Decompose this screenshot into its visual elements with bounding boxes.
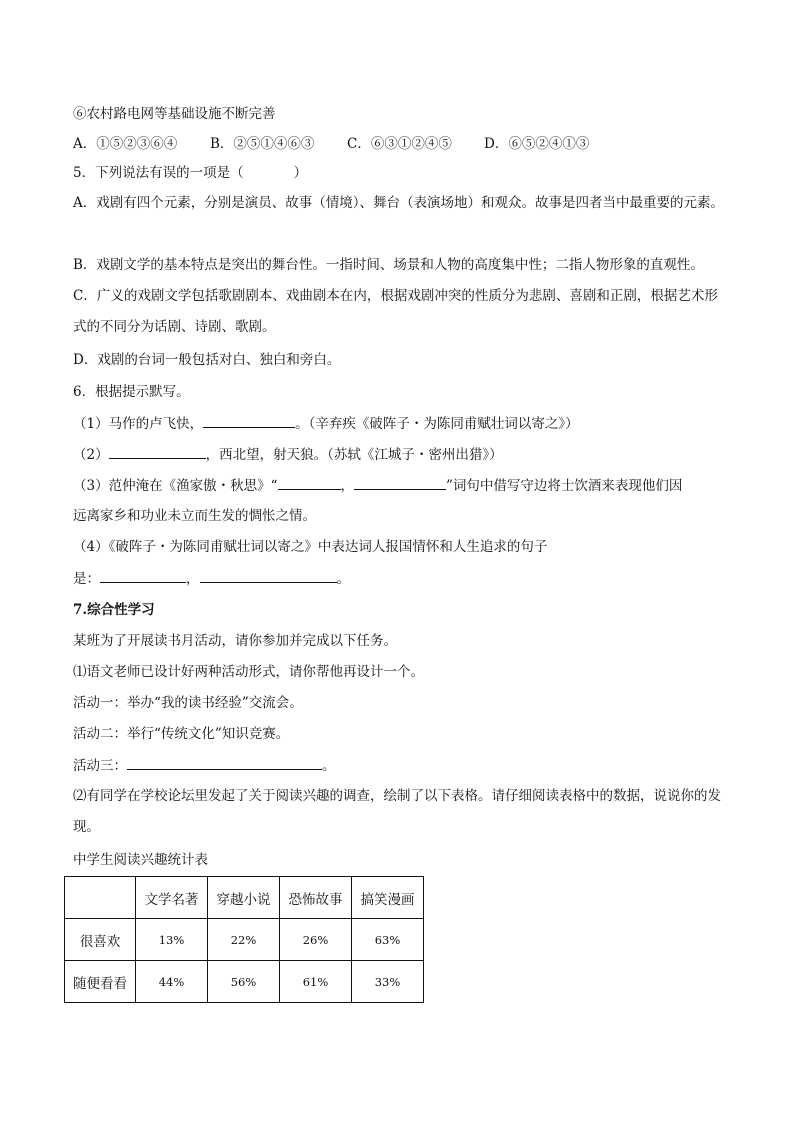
- fill-blank[interactable]: [109, 444, 206, 459]
- fill-blank[interactable]: [200, 568, 337, 583]
- table-row: [65, 961, 424, 1003]
- table-header-row: [65, 877, 424, 919]
- q6-item-3-cont: 远离家乡和功业未立而生发的惆怅之情。: [73, 508, 316, 524]
- fill-blank[interactable]: [100, 568, 186, 583]
- q7-task-1: ⑴语文老师已设计好两种活动形式，请你帮他再设计一个。: [73, 664, 424, 680]
- table-row-label: 随便看看: [65, 961, 136, 1003]
- fill-blank[interactable]: [127, 755, 322, 770]
- q7-task-2: ⑵有同学在学校论坛里发起了关于阅读兴趣的调查，绘制了以下表格。请仔细阅读表格中的数据，说说你的发现。: [73, 788, 721, 835]
- table-row: [65, 919, 424, 961]
- q5-stem: [73, 163, 307, 183]
- table-header-cell: 恐怖故事: [280, 877, 352, 919]
- table-cell: 26%: [280, 919, 352, 961]
- q6-4-comma: ，: [186, 571, 200, 587]
- fill-blank[interactable]: [354, 475, 446, 490]
- q6-item-4-answer: [73, 568, 350, 589]
- q4-option-c: C．⑥③①②④⑤: [347, 136, 452, 152]
- q6-item-1: [73, 413, 579, 434]
- q6-4-end: 。: [336, 571, 350, 587]
- q5-option-d: D．戏剧的台词一般包括对白、独白和旁白。: [73, 352, 341, 368]
- fill-blank[interactable]: [203, 413, 295, 428]
- option-line-6: ⑥农村路电网等基础设施不断完善: [73, 106, 276, 122]
- table-cell: 44%: [136, 961, 208, 1003]
- q4-option-a: A．①⑤②③⑥④: [73, 136, 178, 152]
- q5-stem-end: ）: [293, 165, 308, 181]
- q5-stem-text: 5．下列说法有误的一项是（: [73, 165, 244, 181]
- q6-3-prefix: （3）范仲淹在《渔家傲・秋思》“: [73, 478, 278, 494]
- q6-item-3: [73, 475, 682, 496]
- q5-option-c: C．广义的戏剧文学包括歌剧剧本、戏曲剧本在内，根据戏剧冲突的性质分为悲剧、喜剧和正剧，根据艺术形式的不同分为话剧、诗剧、歌剧。: [73, 288, 718, 335]
- q7-intro: 某班为了开展读书月活动，请你参加并完成以下任务。: [73, 633, 397, 649]
- q4-option-d: D．⑥⑤②④①③: [484, 136, 590, 152]
- q6-4-prefix: 是：: [73, 571, 100, 587]
- activity-3-end: 。: [322, 758, 336, 774]
- q6-3-suffix: ”词句中借写守边将士饮酒来表现他们因: [446, 478, 683, 494]
- activity-3: [73, 755, 336, 776]
- table-corner-cell: [65, 877, 136, 919]
- q4-options: [73, 134, 589, 154]
- activity-2: 活动二：举行“传统文化”知识竞赛。: [73, 726, 290, 742]
- q5-option-b: B．戏剧文学的基本特点是突出的舞台性。一指时间、场景和人物的高度集中性；二指人物形象的直观性。: [73, 257, 704, 273]
- q6-3-comma: ，: [340, 478, 354, 494]
- table-cell: 22%: [208, 919, 280, 961]
- table-header-cell: 穿越小说: [208, 877, 280, 919]
- activity-1: 活动一：举办“我的读书经验”交流会。: [73, 695, 303, 711]
- q6-1-prefix: （1）马作的卢飞快，: [73, 416, 204, 432]
- q6-2-suffix: ，西北望，射天狼。（苏轼《江城子・密州出猎》）: [205, 447, 503, 463]
- q7-title: 7.综合性学习: [73, 602, 155, 618]
- q4-option-b: B．②⑤①④⑥③: [210, 136, 315, 152]
- table-cell: 61%: [280, 961, 352, 1003]
- table-row-label: 很喜欢: [65, 919, 136, 961]
- q6-item-2: [73, 444, 503, 465]
- table-cell: 56%: [208, 961, 280, 1003]
- activity-3-prefix: 活动三：: [73, 758, 127, 774]
- table-cell: 63%: [352, 919, 424, 961]
- reading-interest-table: [64, 876, 424, 1003]
- q6-1-suffix: 。（辛弃疾《破阵子・为陈同甫赋壮词以寄之》）: [295, 416, 579, 432]
- fill-blank[interactable]: [278, 475, 341, 490]
- q6-stem: 6．根据提示默写。: [73, 384, 190, 400]
- table-title: 中学生阅读兴趣统计表: [73, 852, 208, 868]
- table-header-cell: 搞笑漫画: [352, 877, 424, 919]
- table-cell: 33%: [352, 961, 424, 1003]
- q6-2-prefix: （2）: [73, 447, 109, 463]
- table-header-cell: 文学名著: [136, 877, 208, 919]
- q6-item-4: （4）《破阵子・为陈同甫赋壮词以寄之》中表达词人报国情怀和人生追求的句子: [73, 539, 548, 555]
- table-cell: 13%: [136, 919, 208, 961]
- q5-option-a: A．戏剧有四个元素，分别是演员、故事（情境）、舞台（表演场地）和观众。故事是四者当中最重要的元素。: [73, 195, 724, 211]
